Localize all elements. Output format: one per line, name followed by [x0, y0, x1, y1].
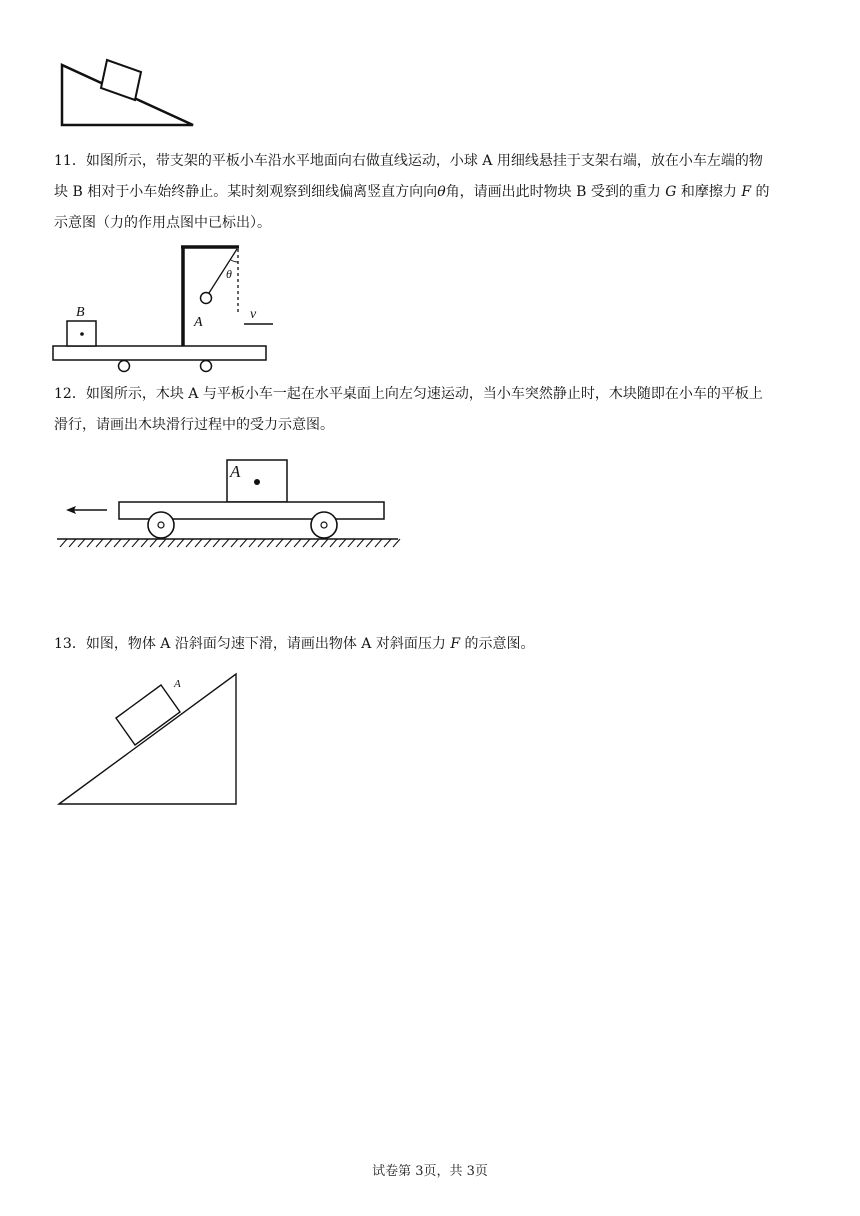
velocity-label: v — [250, 307, 257, 322]
page-footer: 试卷第 3页，共 3页 — [372, 1164, 488, 1179]
incline-block-figure — [55, 670, 247, 810]
incline-figure-top — [55, 55, 200, 135]
question-11-line-3: 示意图（力的作用点图中已标出）。 — [54, 215, 271, 231]
theta-label: θ — [226, 267, 232, 281]
ball-a-label: A — [194, 315, 203, 330]
question-12 — [54, 379, 814, 441]
block-a-label-incline: A — [174, 678, 181, 690]
question-13 — [54, 629, 814, 660]
question-12-line-1: 12．如图所示，木块 A 与平板小车一起在水平桌面上向左匀速运动，当小车突然静止时，木块随即在小车的平板上 — [54, 386, 763, 402]
cart-block-figure — [52, 455, 402, 550]
block-b-label: B — [76, 305, 85, 320]
question-12-line-2: 滑行，请画出木块滑行过程中的受力示意图。 — [54, 417, 334, 433]
question-13-line-1: 13．如图，物体 A 沿斜面匀速下滑，请画出物体 A 对斜面压力 F 的示意图。 — [54, 636, 535, 652]
cart-pendulum-figure — [48, 242, 273, 374]
question-11-line-1: 11．如图所示，带支架的平板小车沿水平地面向右做直线运动，小球 A 用细线悬挂于支架右端，放在小车左端的物 — [54, 153, 763, 169]
question-11 — [54, 146, 814, 239]
block-a-label: A — [230, 462, 241, 481]
question-11-line-2: 块 B 相对于小车始终静止。某时刻观察到细线偏离竖直方向向θ角，请画出此时物块 B 受到的重力 G 和摩擦力 F 的 — [54, 184, 770, 200]
